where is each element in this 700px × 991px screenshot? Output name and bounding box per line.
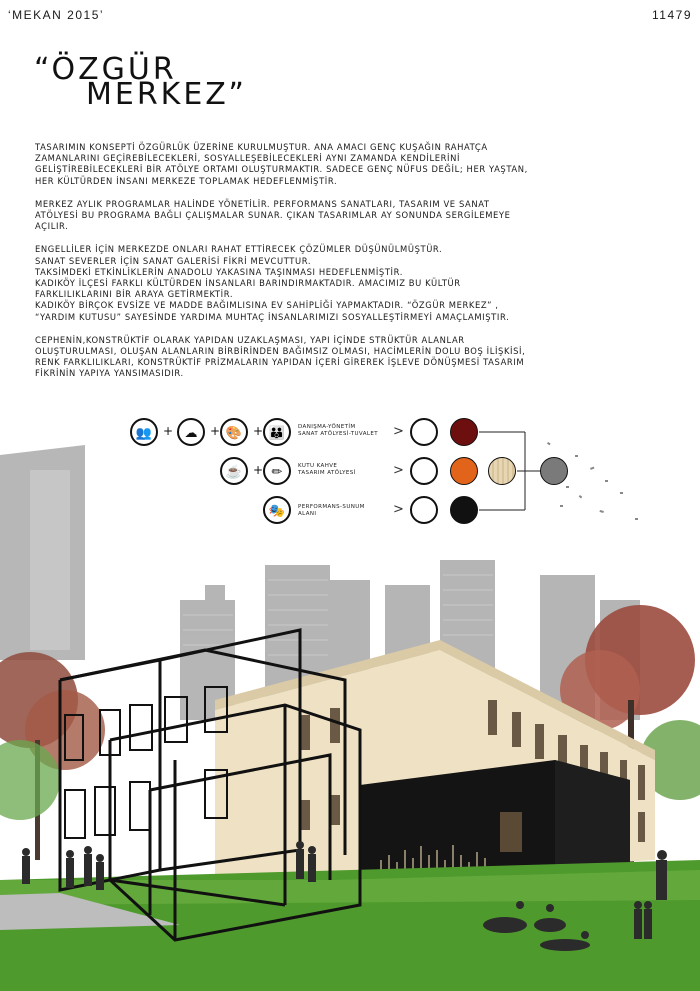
text-line: OLUŞTURULMASI, OLUŞAN ALANLARIN BİRBİRİNDEN BAĞIMSIZ OLMASI, HACİMLERİN DOLU BOŞ İLİŞKİSİ,	[35, 346, 526, 357]
arrow-sign: >	[393, 502, 404, 517]
text-line: SANAT SEVERLER İÇİN SANAT GALERİSİ FİKRİ MEVCUTTUR.	[35, 255, 312, 266]
text-line: TAKSİMDEKİ ETKİNLİKLERİN ANADOLU YAKASINA TAŞINMASI HEDEFLENMİŞTİR.	[35, 266, 404, 277]
caption-line: DANIŞMA-YÖNETİM	[298, 424, 356, 430]
caption-line: KUTU KAHVE	[298, 463, 338, 469]
paragraph-program	[35, 199, 675, 233]
text-line: ENGELLİLER İÇİN MERKEZDE ONLARI RAHAT ETTİRECEK ÇÖZÜMLER DÜŞÜNÜLMÜŞTÜR.	[35, 244, 443, 255]
text-line: TASARIMIN KONSEPTİ ÖZGÜRLÜK ÜZERİNE KURULMUŞTUR. ANA AMACI GENÇ KUŞAĞIN RAHATÇA	[35, 142, 488, 152]
text-line: HER KÜLTÜRDEN İNSANI MERKEZE TOPLAMAK HEDEFLENMİŞTİR.	[35, 175, 338, 186]
annex-door	[500, 812, 522, 852]
paragraph-concept	[35, 142, 675, 187]
text-line: KADIKÖY İLÇESİ FARKLI KÜLTÜRDEN İNSANLARI BARINDIRMAKTADIR. AMACIMIZ BU KÜLTÜR	[35, 278, 461, 289]
people-icon: 👥	[130, 418, 158, 446]
caption-line: TASARIM ATÖLYESİ	[298, 470, 356, 476]
tree-left	[0, 652, 105, 860]
text-line: ATÖLYESİ BU PROGRAMA BAĞLI ÇALIŞMALAR SUNAR. ÇIKAN TASARIMLAR AY SONUNDA SERGİLEMEYE	[35, 210, 511, 221]
text-line: GELİŞTİREBİLECEKLERİ BİR ATÖLYE ORTAMI OLUŞTURMAKTIR. SADECE GENÇ NÜFUS DEĞİL; HER YAŞTAN,	[35, 164, 528, 175]
arrow-sign: >	[393, 424, 404, 439]
black-box-annex-side	[555, 760, 630, 880]
text-line: RENK FARKLILIKLARI, KONSTRÜKTİF PRİZMALARIN YAPIDAN İÇERİ GİREREK İŞLEVE DÖNÜŞMESİ TASARIM	[35, 357, 525, 368]
theater-masks-icon: 🎭	[263, 496, 291, 524]
text-line: FİKRİNİN YAPIYA YANSIMASIDIR.	[35, 368, 184, 379]
diagram-connectors	[0, 400, 700, 540]
speech-bubble-icon: ☁	[177, 418, 205, 446]
text-line: ZAMANLARINI GEÇİREBİLECEKLERİ, SOSYALLEŞEBİLECEKLERİ AYNI ZAMANDA KENDİLERİNİ	[35, 153, 461, 164]
text-line: CEPHENİN,KONSTRÜKTİF OLARAK YAPIDAN UZAKLAŞMASI, YAPI İÇİNDE STRÜKTÜR ALANLAR	[35, 334, 465, 345]
plus-sign: +	[253, 463, 264, 477]
description-text	[35, 142, 675, 392]
text-line: “YARDIM KUTUSU” SAYESİNDE YARDIMA MUHTAÇ İNSANLARIMIZI SOSYALLEŞTİRMEYİ AMAÇLAMIŞTIR.	[35, 311, 510, 322]
group-icon: 👪	[263, 418, 291, 446]
entry-number-label: 11479	[652, 8, 692, 22]
title-line-1: “ÖZGÜR	[34, 52, 177, 87]
text-line: AÇILIR.	[35, 221, 69, 232]
caption-line: PERFORMANS-SUNUM	[298, 504, 365, 510]
text-line: MERKEZ AYLIK PROGRAMLAR HALİNDE YÖNETİLİR. PERFORMANS SANATLARI, TASARIM VE SANAT	[35, 198, 490, 209]
title-line-2: MERKEZ”	[86, 77, 247, 112]
caption-line: ALANI	[298, 511, 317, 517]
caption-line: SANAT ATÖLYESİ-TUVALET	[298, 431, 378, 437]
arrow-sign: >	[393, 463, 404, 478]
text-line: KADIKÖY BİRÇOK EVSİZE VE MADDE BAĞIMLISINA EV SAHİPLİĞİ YAPMAKTADIR. “ÖZGÜR MERKEZ” ,	[35, 300, 499, 311]
paragraph-goals	[35, 244, 675, 322]
project-name-label: ‘MEKAN 2015’	[8, 8, 105, 22]
paragraph-facade	[35, 335, 675, 380]
text-line: FARKLILIKLARINI BİR ARAYA GETİRMEKTİR.	[35, 289, 234, 300]
function-diagram	[0, 400, 700, 540]
plus-sign: +	[253, 424, 264, 438]
plus-sign: +	[210, 424, 221, 438]
plus-sign: +	[163, 424, 174, 438]
palette-icon: 🎨	[220, 418, 248, 446]
scatter-flecks	[547, 442, 638, 520]
coffee-cup-icon: ☕	[220, 457, 248, 485]
pencil-icon: ✏	[263, 457, 291, 485]
